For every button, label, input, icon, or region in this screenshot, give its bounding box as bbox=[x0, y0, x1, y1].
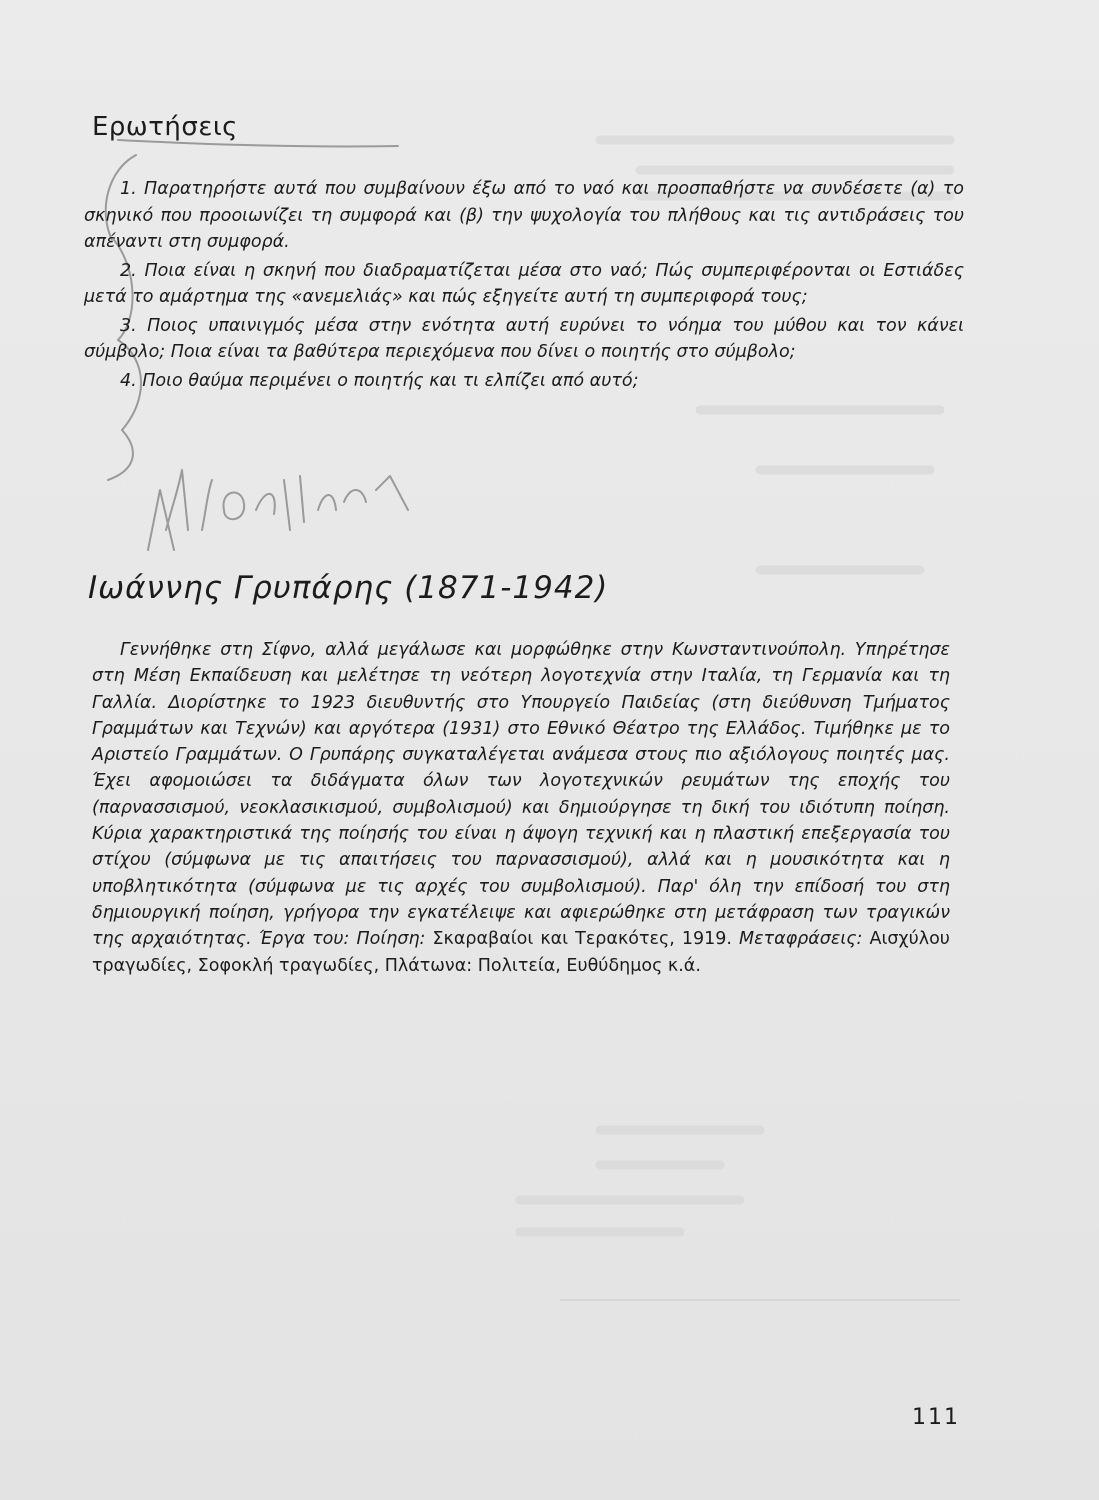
question-item: 2. Ποια είναι η σκηνή που διαδραματίζεται μέσα στο ναό; Πώς συμπεριφέρονται οι Εστιάδες μετά το αμάρτημα της «ανεμελιάς» και πώς εξηγείτε αυτή τη συμπεριφορά τους; bbox=[84, 260, 964, 307]
poetry-label: Ποίηση: bbox=[356, 929, 426, 950]
questions-list bbox=[84, 176, 964, 396]
bio-main-text: Γεννήθηκε στη Σίφνο, αλλά μεγάλωσε και μορφώθηκε στην Κωνσταντινούπολη. Υπηρέτησε στη Μέση Εκπαίδευση και μελέτησε τη νεότερη λογοτεχνία στην Ιταλία, τη Γερμανία και τη Γαλλία. Διορίστηκε το 1923 διευθυντής στο Υπουργείο Παιδείας (στη διεύθυνση Τμήματος Γραμμάτων και Τεχνών) και αργότερα (1931) στο Εθνικό Θέατρο της Ελλάδος. Τιμήθηκε με το Αριστείο Γραμμάτων. Ο Γρυπάρης συγκαταλέγεται ανάμεσα στους πιο αξιόλογους ποιητές μας. Έχει αφομοιώσει τα διδάγματα όλων των λογοτεχνικών ρευμάτων της εποχής του (παρνασσισμού, νεοκλασικισμού, συμβολισμού) και δημιούργησε τη δική του ιδιότυπη ποίηση. Κύρια χαρακτηριστικά της ποίησής του είναι η άψογη τεχνική και η πλαστική επεξεργασία του στίχου (σύμφωνα με τις απαιτήσεις του παρνασσισμού), αλλά και η μουσικότητα και η υποβλητικότητα (σύμφωνα με τις αρχές του συμβολισμού). Παρ' όλη την επίδοσή του στη δημιουργική ποίηση, γρήγορα την εγκατέλειψε και αφιερώθηκε στη μετάφραση των τραγικών της αρχαιότητας. bbox=[92, 640, 950, 950]
translations-works: Αισχύλου τραγωδίες, Σοφοκλή τραγωδίες, Πλάτωνα: Πολιτεία, Ευθύδημος κ.ά. bbox=[92, 929, 950, 976]
translations-label: Μεταφράσεις: bbox=[738, 929, 863, 950]
question-item: 1. Παρατηρήστε αυτά που συμβαίνουν έξω από το ναό και προσπαθήστε να συνδέσετε (α) το σκηνικό που προοιωνίζει τη συμφορά και (β) την ψυχολογία του πλήθους και τις αντιδράσεις του απέναντι στη συμφορά. bbox=[84, 179, 964, 252]
works-label: Έργα του: bbox=[258, 929, 350, 950]
author-biography bbox=[92, 637, 950, 979]
poetry-works: Σκαραβαίοι και Τερακότες, 1919. bbox=[432, 929, 732, 950]
page-number: 111 bbox=[912, 1405, 960, 1430]
author-title: Ιωάννης Γρυπάρης (1871-1942) bbox=[88, 570, 609, 606]
question-item: 4. Ποιο θαύμα περιμένει ο ποιητής και τι ελπίζει από αυτό; bbox=[120, 370, 639, 391]
question-item: 3. Ποιος υπαινιγμός μέσα στην ενότητα αυτή ευρύνει το νόημα του μύθου και τον κάνει σύμβολο; Ποια είναι τα βαθύτερα περιεχόμενα που δίνει ο ποιητής στο σύμβολο; bbox=[84, 315, 964, 362]
questions-heading: Ερωτήσεις bbox=[92, 112, 238, 142]
